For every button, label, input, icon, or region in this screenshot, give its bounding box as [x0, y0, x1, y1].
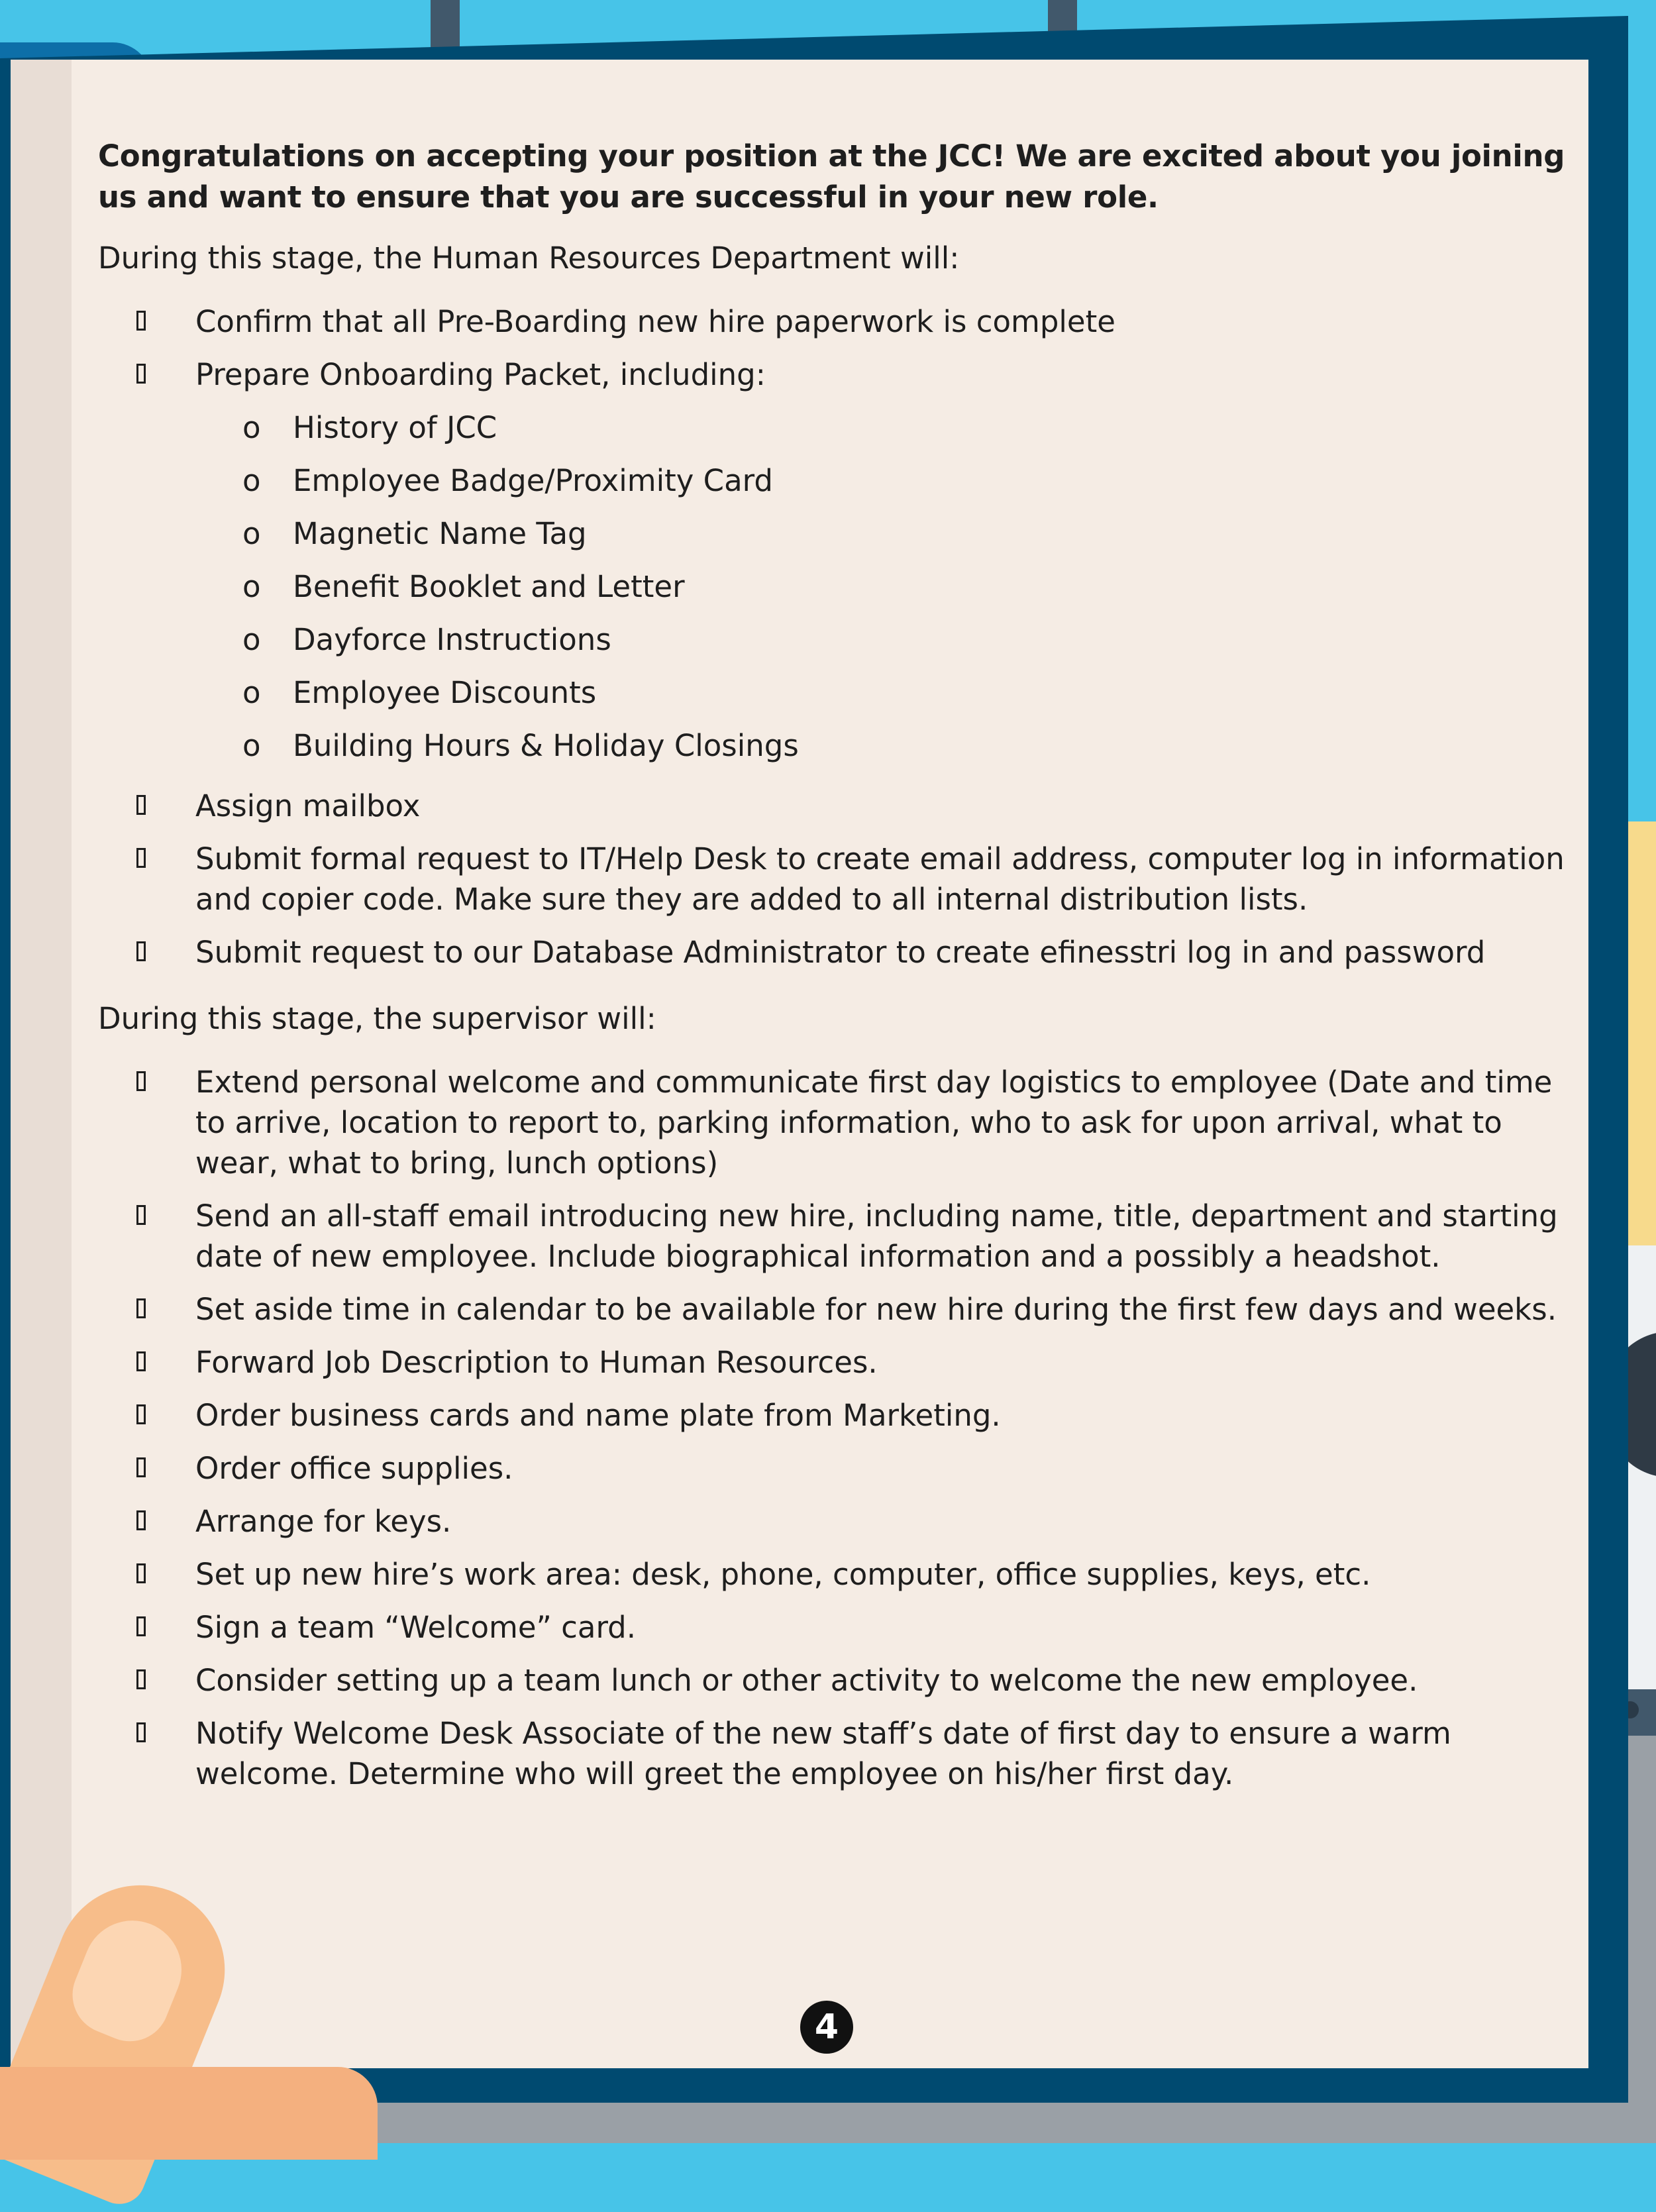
supervisor-task-text: Extend personal welcome and communicate first day logistics to employee (Date and time to arrive, location to report to, parking information, who to ask for upon arrival, what to wear, what to bring, lunch options)	[195, 1065, 1553, 1181]
sub-bullet: o	[242, 569, 261, 604]
supervisor-task-item	[98, 1501, 1565, 1542]
hr-task-item	[98, 839, 1565, 920]
checkbox-bullet-icon	[136, 1298, 146, 1318]
hr-task-item	[98, 301, 1565, 342]
supervisor-task-item	[98, 1062, 1565, 1183]
supervisor-task-text: Set aside time in calendar to be available for new hire during the first few days and weeks.	[195, 1292, 1557, 1327]
supervisor-task-item	[98, 1342, 1565, 1383]
supervisor-task-item	[98, 1660, 1565, 1701]
hr-task-text: Confirm that all Pre-Boarding new hire paperwork is complete	[195, 304, 1115, 339]
checkbox-bullet-icon	[136, 364, 146, 384]
sub-bullet: o	[242, 675, 261, 710]
onboarding-packet-list	[98, 407, 1565, 766]
intro-paragraph: Congratulations on accepting your position at the JCC! We are excited about you joining us and want to ensure that you are successful in your new role.	[98, 138, 1565, 215]
packet-item-text: Benefit Booklet and Letter	[293, 569, 685, 604]
document-content	[98, 136, 1565, 1807]
checkbox-bullet-icon	[136, 1205, 146, 1225]
packet-item-text: Magnetic Name Tag	[293, 516, 587, 551]
checkbox-bullet-icon	[136, 795, 146, 815]
supervisor-task-text: Set up new hire’s work area: desk, phone, computer, office supplies, keys, etc.	[195, 1557, 1371, 1592]
hr-task-list	[98, 301, 1565, 973]
hr-section-heading: During this stage, the Human Resources Department will:	[98, 240, 960, 276]
supervisor-task-text: Forward Job Description to Human Resources.	[195, 1345, 878, 1380]
supervisor-task-item	[98, 1713, 1565, 1794]
supervisor-task-list	[98, 1062, 1565, 1794]
supervisor-task-text: Order business cards and name plate from Marketing.	[195, 1398, 1001, 1433]
page-spine-edge	[11, 60, 72, 2068]
packet-item-text: Building Hours & Holiday Closings	[293, 728, 799, 763]
supervisor-task-text: Consider setting up a team lunch or other activity to welcome the new employee.	[195, 1663, 1418, 1698]
packet-item	[98, 460, 1565, 501]
packet-item	[98, 672, 1565, 713]
supervisor-task-text: Order office supplies.	[195, 1451, 513, 1486]
hr-task-text: Prepare Onboarding Packet, including:	[195, 357, 766, 392]
packet-item-text: History of JCC	[293, 410, 497, 445]
packet-item	[98, 566, 1565, 607]
hr-task-text: Assign mailbox	[195, 788, 421, 823]
hr-task-item	[98, 354, 1565, 766]
checkbox-bullet-icon	[136, 848, 146, 868]
checkbox-bullet-icon	[136, 1563, 146, 1583]
supervisor-task-item	[98, 1196, 1565, 1277]
supervisor-section-heading: During this stage, the supervisor will:	[98, 1001, 656, 1036]
supervisor-task-item	[98, 1395, 1565, 1436]
supervisor-task-text: Send an all-staff email introducing new hire, including name, title, department and starting date of new employee. Include biographical information and a possibly a headshot.	[195, 1198, 1558, 1274]
sub-bullet: o	[242, 728, 261, 763]
supervisor-task-item	[98, 1554, 1565, 1595]
packet-item-text: Employee Badge/Proximity Card	[293, 463, 773, 498]
checkbox-bullet-icon	[136, 941, 146, 961]
checkbox-bullet-icon	[136, 1722, 146, 1742]
sub-bullet: o	[242, 516, 261, 551]
packet-item	[98, 725, 1565, 766]
checkbox-bullet-icon	[136, 1404, 146, 1424]
packet-item	[98, 513, 1565, 554]
checkbox-bullet-icon	[136, 1351, 146, 1371]
checkbox-bullet-icon	[136, 1071, 146, 1091]
packet-item	[98, 407, 1565, 448]
supervisor-task-text: Arrange for keys.	[195, 1504, 452, 1539]
hr-task-text: Submit formal request to IT/Help Desk to create email address, computer log in information and copier code. Make sure they are added to all internal distribution lists.	[195, 841, 1565, 917]
supervisor-task-item	[98, 1289, 1565, 1330]
supervisor-task-text: Sign a team “Welcome” card.	[195, 1610, 637, 1645]
packet-item-text: Employee Discounts	[293, 675, 597, 710]
sub-bullet: o	[242, 622, 261, 657]
hand-palm	[0, 2067, 378, 2160]
packet-item-text: Dayforce Instructions	[293, 622, 611, 657]
page-number-badge: 4	[800, 2001, 853, 2054]
checkbox-bullet-icon	[136, 311, 146, 331]
hr-task-item	[98, 786, 1565, 826]
checkbox-bullet-icon	[136, 1510, 146, 1530]
packet-item	[98, 619, 1565, 660]
hr-task-text: Submit request to our Database Administrator to create efinesstri log in and password	[195, 935, 1486, 970]
sub-bullet: o	[242, 463, 261, 498]
supervisor-task-item	[98, 1607, 1565, 1648]
checkbox-bullet-icon	[136, 1457, 146, 1477]
supervisor-task-item	[98, 1448, 1565, 1489]
checkbox-bullet-icon	[136, 1669, 146, 1689]
checkbox-bullet-icon	[136, 1616, 146, 1636]
sub-bullet: o	[242, 410, 261, 445]
supervisor-task-text: Notify Welcome Desk Associate of the new staff’s date of first day to ensure a warm welcome. Determine who will greet the employee on his/her first day.	[195, 1716, 1451, 1791]
hr-task-item	[98, 932, 1565, 973]
